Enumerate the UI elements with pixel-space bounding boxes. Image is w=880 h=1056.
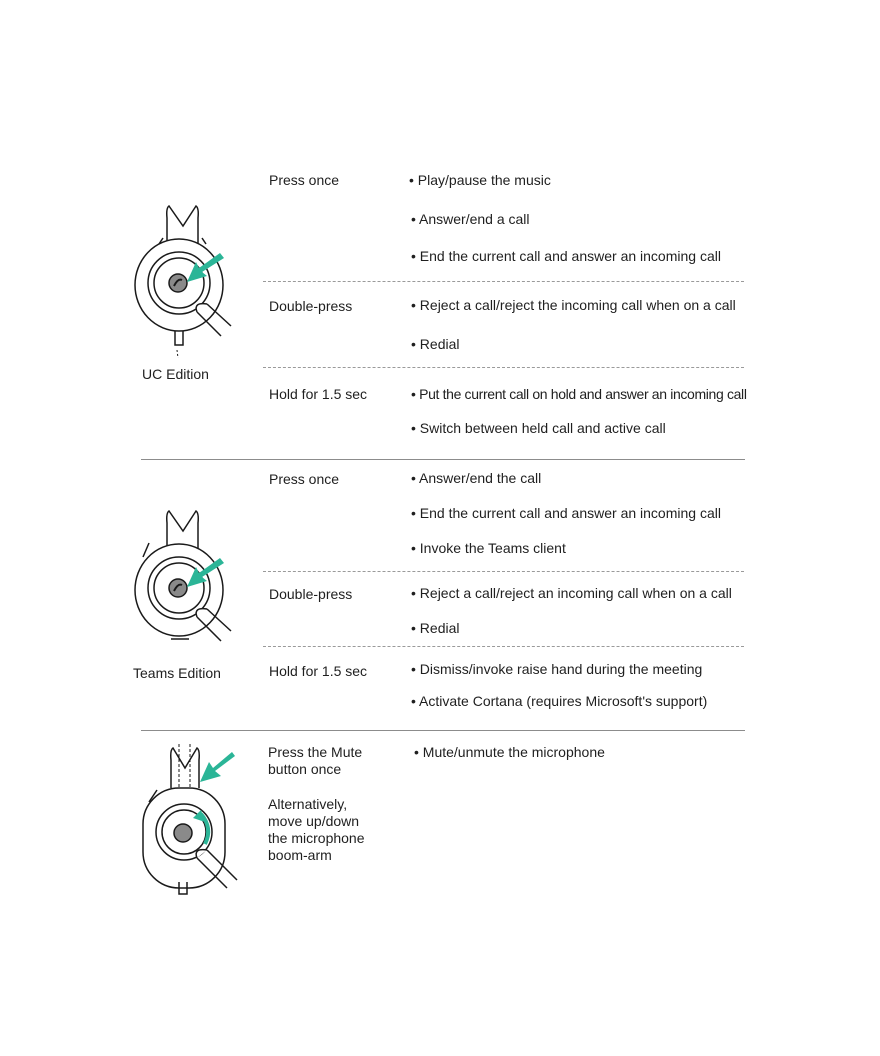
section-divider	[141, 730, 745, 731]
uc-edition-label: UC Edition	[142, 366, 209, 382]
teams-result: • Reject a call/reject an incoming call when on a call	[411, 585, 732, 601]
teams-result: • Activate Cortana (requires Microsoft's support)	[411, 693, 708, 709]
teams-result: • Dismiss/invoke raise hand during the meeting	[411, 661, 703, 677]
uc-result: • Answer/end a call	[411, 211, 530, 227]
uc-result: • Play/pause the music	[409, 172, 551, 188]
teams-headset-illustration	[125, 505, 240, 650]
teams-button-icon	[169, 579, 187, 597]
uc-double-press-action: Double-press	[269, 298, 353, 314]
mute-action: Press the Mute button once	[268, 744, 363, 777]
uc-result: • End the current call and answer an incoming call	[411, 248, 721, 264]
teams-result: • Answer/end the call	[411, 470, 542, 486]
mute-headset-illustration	[135, 740, 245, 900]
row-divider	[263, 367, 744, 368]
uc-result: • Reject a call/reject the incoming call when on a call	[411, 297, 736, 313]
uc-press-once-action: Press once	[269, 172, 340, 188]
teams-result: • End the current call and answer an incoming call	[411, 505, 721, 521]
section-divider	[141, 459, 745, 460]
accent-arrow-icon	[200, 752, 235, 782]
teams-double-press-action: Double-press	[269, 586, 353, 602]
row-divider	[263, 281, 744, 282]
mute-result: • Mute/unmute the microphone	[414, 744, 605, 760]
uc-headset-illustration	[125, 200, 240, 365]
teams-edition-label: Teams Edition	[133, 665, 221, 681]
call-button-icon	[169, 274, 187, 292]
uc-result: • Redial	[411, 336, 460, 352]
uc-result: • Switch between held call and active call	[411, 420, 666, 436]
mute-alternative: Alternatively, move up/down the microphone boom-arm	[268, 796, 365, 863]
teams-result: • Redial	[411, 620, 460, 636]
row-divider	[263, 646, 744, 647]
teams-result: • Invoke the Teams client	[411, 540, 566, 556]
teams-hold-action: Hold for 1.5 sec	[269, 663, 368, 679]
teams-press-once-action: Press once	[269, 471, 340, 487]
row-divider	[263, 571, 744, 572]
mute-button-icon	[174, 824, 192, 842]
uc-hold-action: Hold for 1.5 sec	[269, 386, 368, 402]
uc-result: • Put the current call on hold and answer an incoming call	[411, 386, 747, 402]
